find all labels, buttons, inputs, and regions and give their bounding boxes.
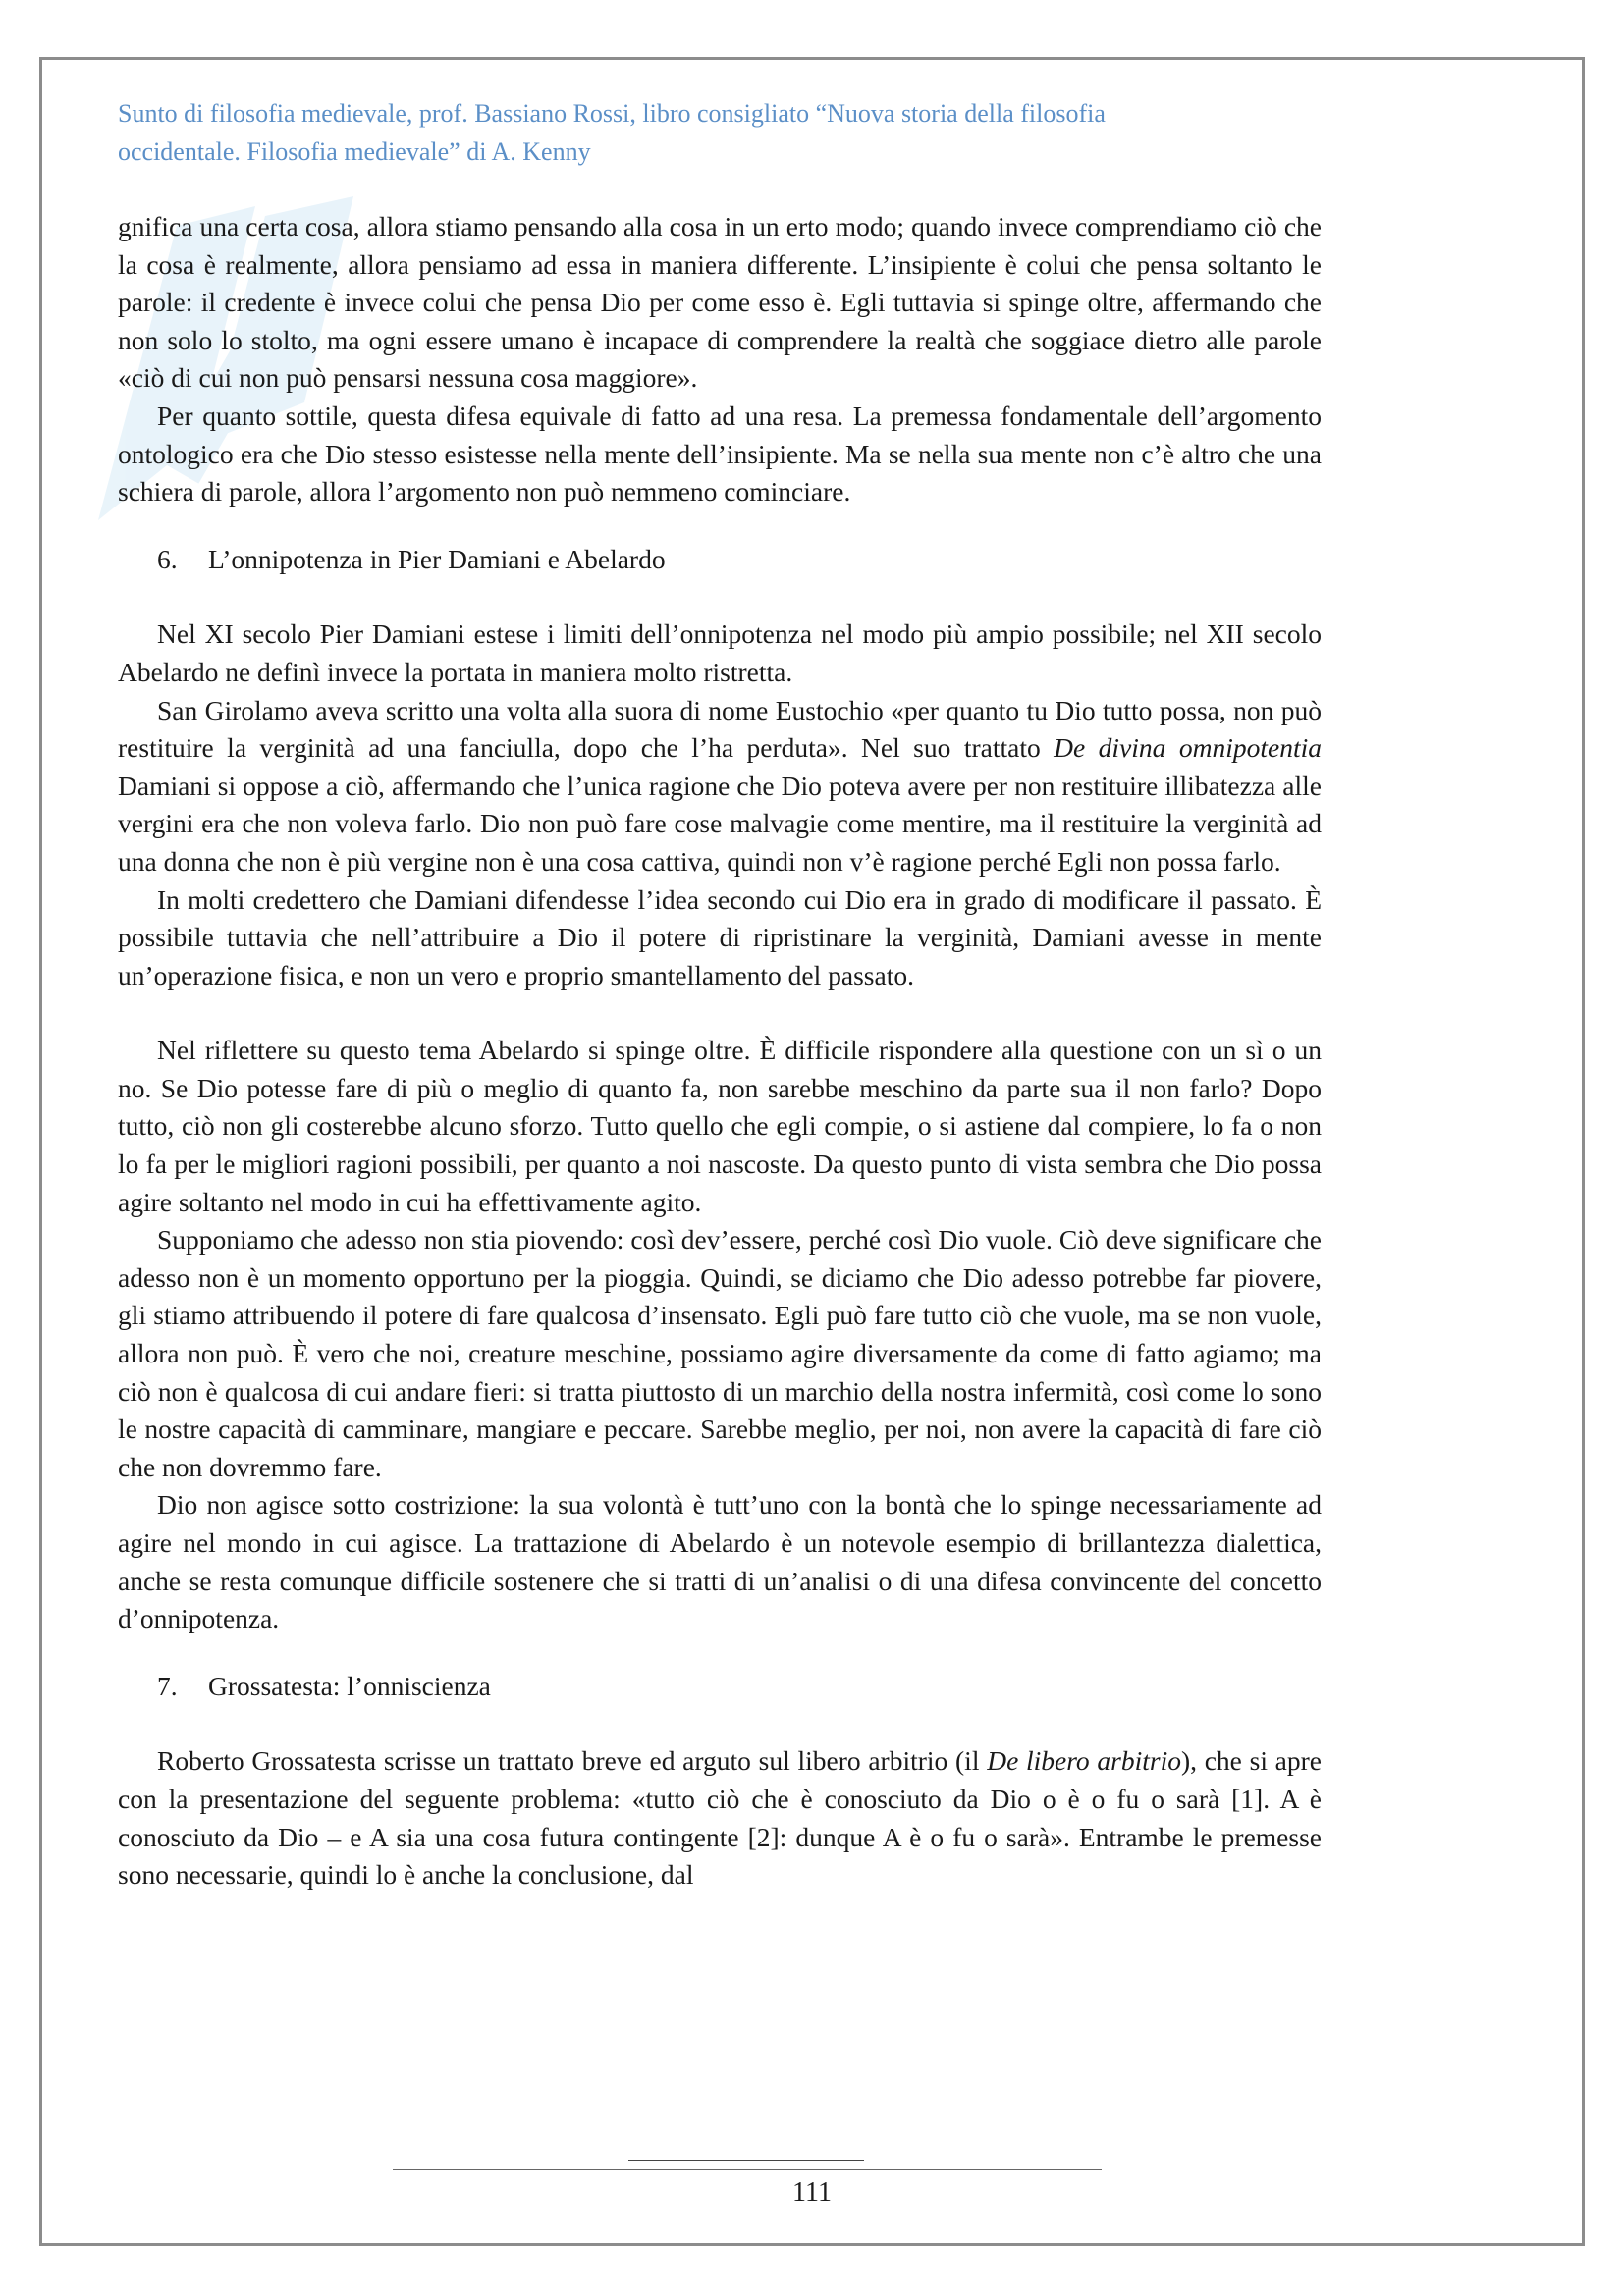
document-body bbox=[118, 208, 1322, 1895]
header-line-2: occidentale. Filosofia medievale” di A. Kenny bbox=[118, 137, 591, 166]
paragraph: Nel XI secolo Pier Damiani estese i limiti dell’onnipotenza nel modo più ampio possibile; nel XII secolo Abelardo ne definì invece la portata in maniera molto ristretta. bbox=[118, 618, 1322, 687]
footer-rule bbox=[393, 2169, 1102, 2170]
section-title: L’onnipotenza in Pier Damiani e Abelardo bbox=[208, 543, 666, 574]
header-line-1: Sunto di filosofia medievale, prof. Bassiano Rossi, libro consigliato “Nuova storia della filosofia bbox=[118, 99, 1106, 128]
paragraph: Supponiamo che adesso non stia piovendo: così dev’essere, perché così Dio vuole. Ciò deve significare che adesso non è un momento opportuno per la pioggia. Quindi, se diciamo che Dio adesso potrebbe far piovere, gli stiamo attribuendo il potere di fare qualcosa d’insensato. Egli può fare tutto ciò che vuole, ma se non vuole, allora non può. È vero che noi, creature meschine, possiamo agire diversamente da come di fatto agiamo; ma ciò non è qualcosa di cui andare fieri: si tratta piuttosto di un marchio della nostra infermità, così come lo sono le nostre capacità di camminare, mangiare e peccare. Sarebbe meglio, per noi, non avere la capacità di fare ciò che non dovremmo fare. bbox=[118, 1224, 1322, 1482]
section-heading-6 bbox=[118, 541, 1322, 579]
footer-rule bbox=[628, 2160, 864, 2161]
paragraph: Per quanto sottile, questa difesa equivale di fatto ad una resa. La premessa fondamentale dell’argomento ontologico era che Dio stesso esistesse nella mente dell’insipiente. Ma se nella sua mente non c’è altro che una schiera di parole, allora l’argomento non può nemmeno cominciare. bbox=[118, 400, 1322, 507]
section-title: Grossatesta: l’onniscienza bbox=[208, 1670, 491, 1701]
paragraph: Dio non agisce sotto costrizione: la sua volontà è tutt’uno con la bontà che lo spinge necessariamente ad agire nel mondo in cui agisce. La trattazione di Abelardo è un notevole esempio di brillantezza dialettica, anche se resta comunque difficile sostenere che si tratti di un’analisi o di una difesa convincente del concetto d’onnipotenza. bbox=[118, 1489, 1322, 1634]
document-header bbox=[118, 94, 1326, 171]
section-number: 7. bbox=[157, 1670, 178, 1701]
paragraph: gnifica una certa cosa, allora stiamo pensando alla cosa in un erto modo; quando invece comprendiamo ciò che la cosa è realmente, allora pensiamo ad essa in maniera differente. L’insipiente è colui che pensa soltanto le parole: il credente è invece colui che pensa Dio per come esso è. Egli tuttavia si spinge oltre, affermando che non solo lo stolto, ma ogni essere umano è incapace di comprendere la realtà che soggiace dietro alle parole «ciò di cui non può pensarsi nessuna cosa maggiore». bbox=[118, 211, 1322, 394]
book-title: De divina omnipotentia bbox=[1054, 732, 1322, 764]
paragraph: In molti credettero che Damiani difendesse l’idea secondo cui Dio era in grado di modificare il passato. È possibile tuttavia che nell’attribuire a Dio il potere di ripristinare la verginità, Damiani avesse in mente un’operazione fisica, e non un vero e proprio smantellamento del passato. bbox=[118, 883, 1322, 990]
book-title: De libero arbitrio bbox=[987, 1745, 1181, 1777]
page-number: 111 bbox=[792, 2177, 832, 2208]
paragraph: Nel riflettere su questo tema Abelardo si spinge oltre. È difficile rispondere alla questione con un sì o un no. Se Dio potesse fare di più o meglio di quanto fa, non sarebbe meschino da parte sua il non farlo? Dopo tutto, ciò non gli costerebbe alcuno sforzo. Tutto quello che egli compie, o si astiene dal compiere, lo fa o non lo fa per le migliori ragioni possibili, per quanto a noi nascoste. Da questo punto di vista sembra che Dio possa agire soltanto nel modo in cui ha effettivamente agito. bbox=[118, 1035, 1322, 1217]
paragraph: San Girolamo aveva scritto una volta alla suora di nome Eustochio «per quanto tu Dio tutto possa, non può restituire la verginità ad una fanciulla, dopo che l’ha perduta». Nel suo trattato De divina omnipotentia Damiani si oppose a ciò, affermando che l’unica ragione che Dio poteva avere per non restituire illibatezza alle vergini era che non voleva farlo. Dio non può fare cose malvagie come mentire, ma il restituire la verginità ad una donna che non è più vergine non è una cosa cattiva, quindi non v’è ragione perché Egli non possa farlo. bbox=[118, 694, 1322, 877]
section-heading-7 bbox=[118, 1668, 1322, 1706]
paragraph: Roberto Grossatesta scrisse un trattato breve ed arguto sul libero arbitrio (il De libero arbitrio), che si apre con la presentazione del seguente problema: «tutto ciò che è conosciuto da Dio o è o fu o sarà [1]. A è conosciuto da Dio – e A sia una cosa futura contingente [2]: dunque A è o fu o sarà». Entrambe le premesse sono necessarie, quindi lo è anche la conclusione, dal bbox=[118, 1745, 1323, 1891]
section-number: 6. bbox=[157, 543, 178, 574]
